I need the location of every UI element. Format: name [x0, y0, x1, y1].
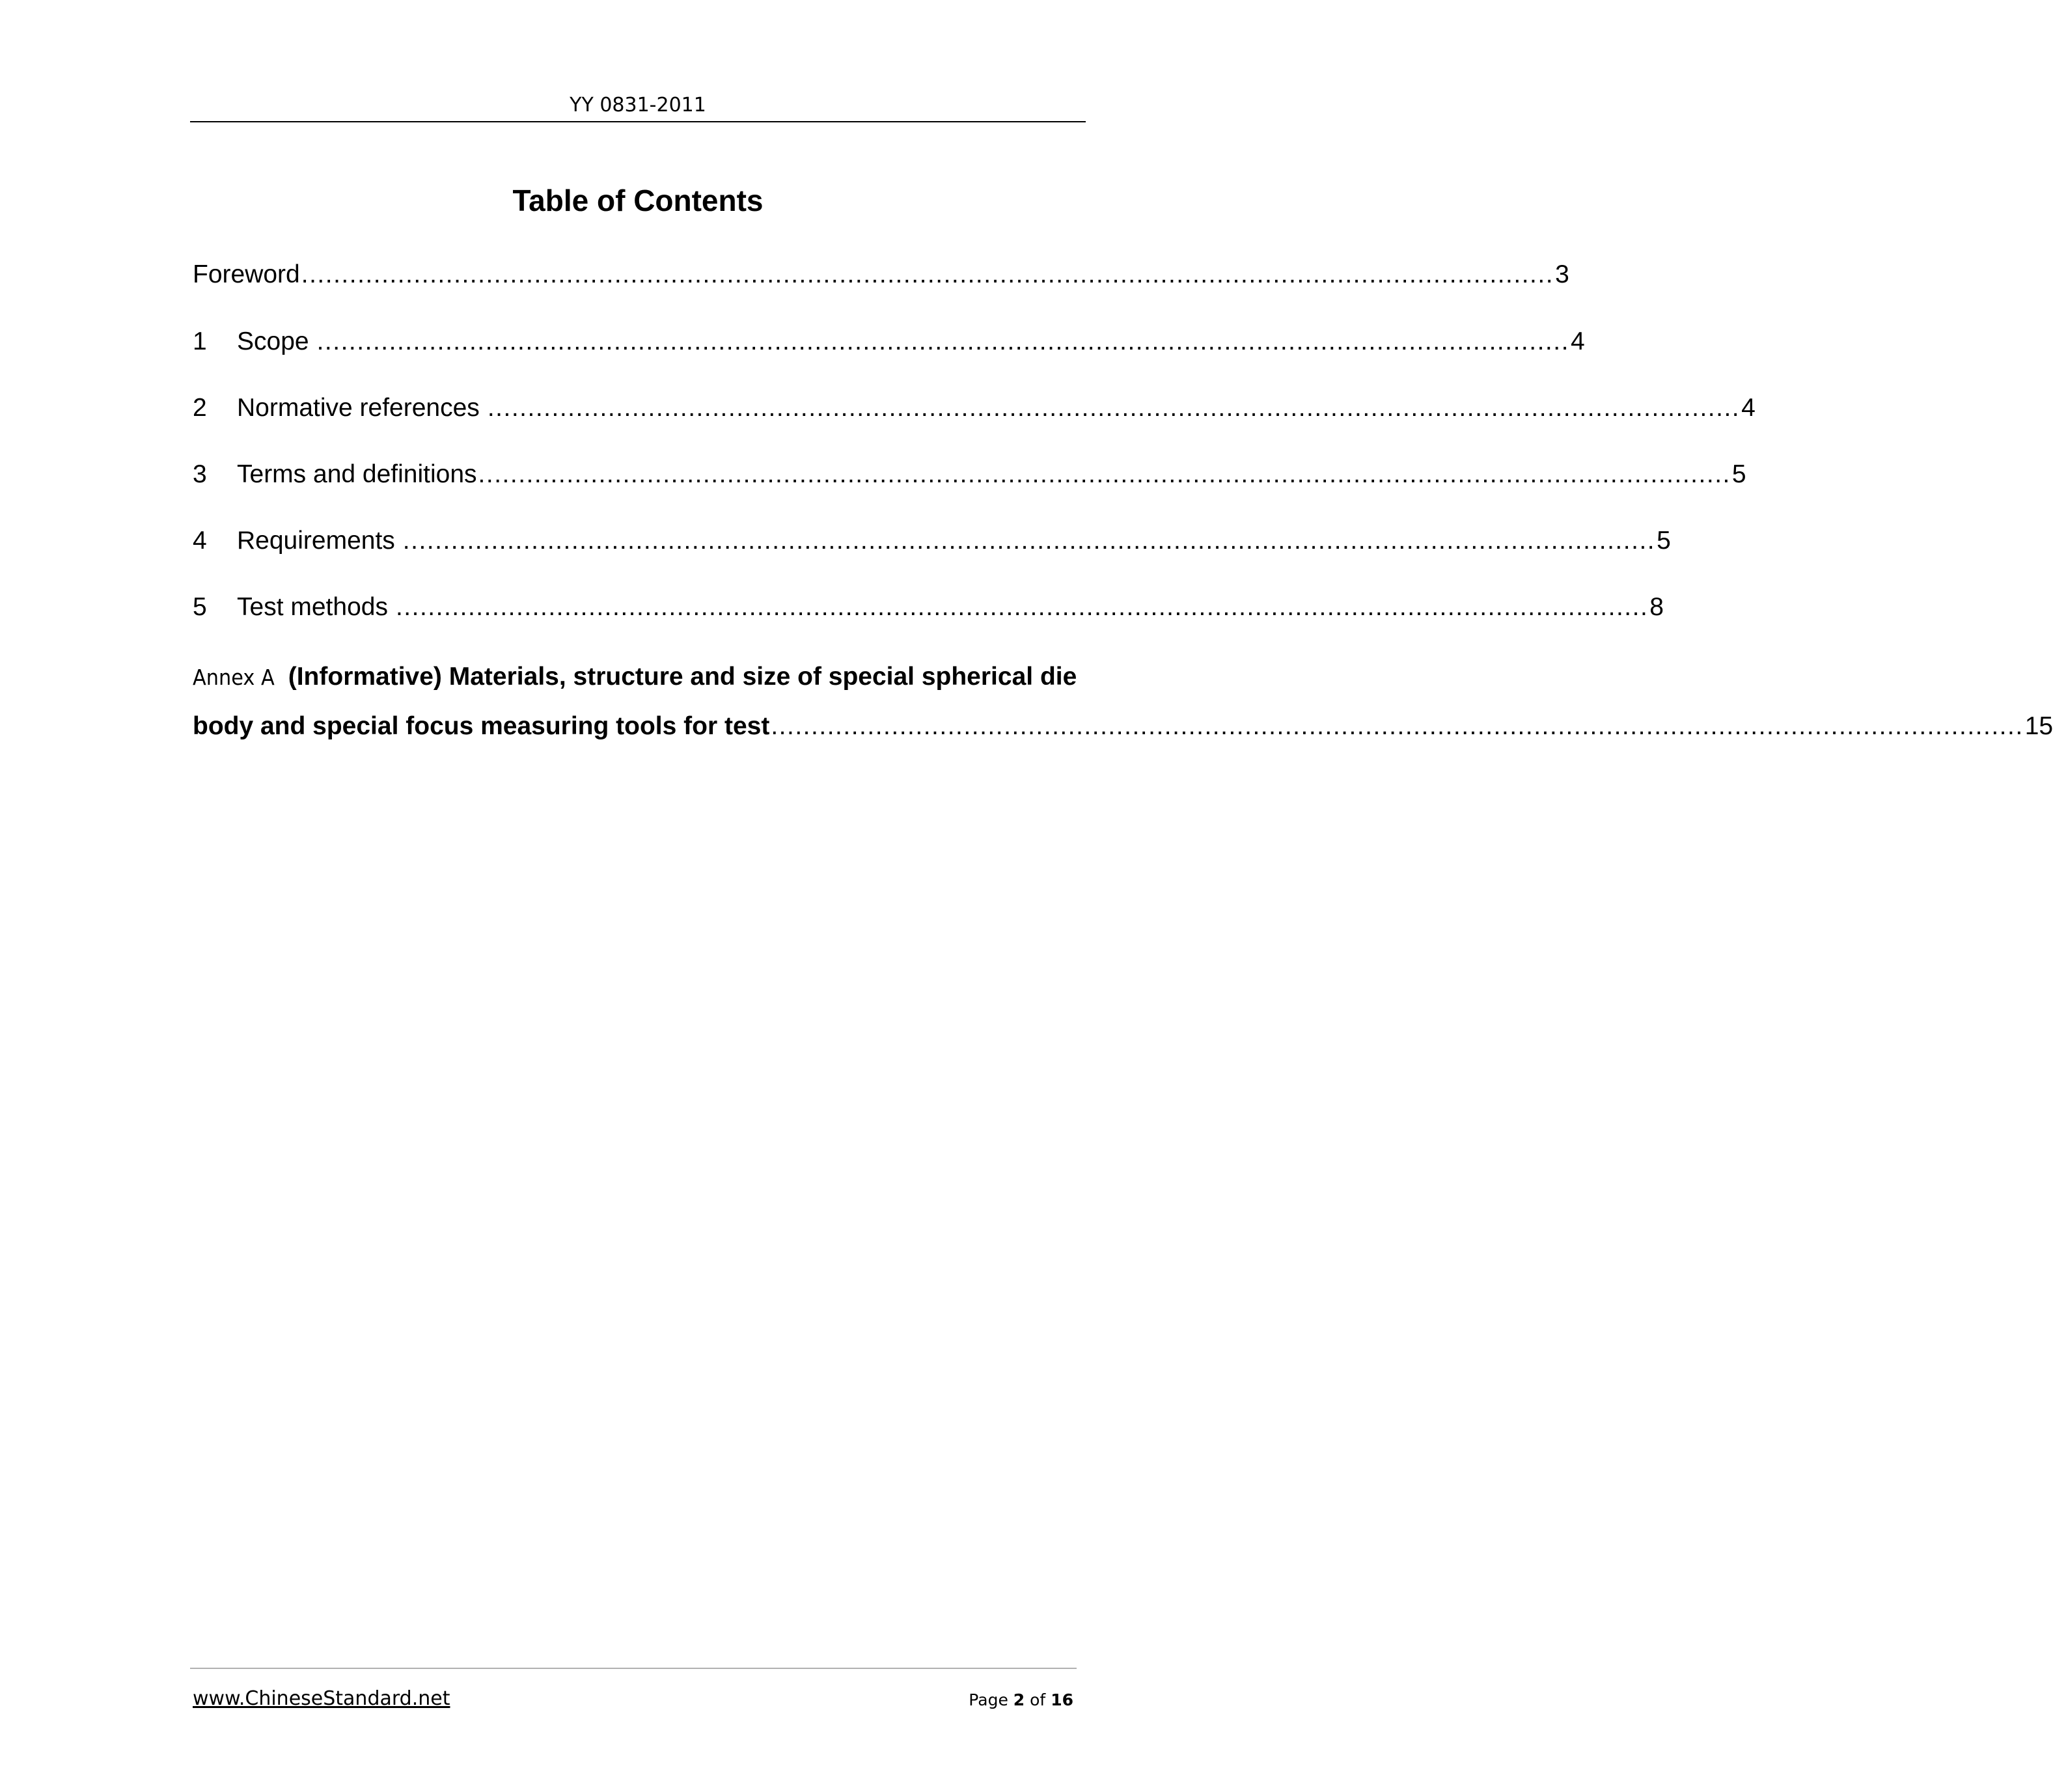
dot-leader: ............................................................................................................................................................ — [402, 527, 1656, 555]
page-word: Page — [969, 1690, 1008, 1709]
toc-title: Table of Contents — [512, 184, 764, 217]
standard-code: YY 0831-2011 — [570, 94, 706, 117]
annex-prefix: Annex A — [193, 665, 275, 690]
toc-entry-label: Test methods — [237, 593, 388, 621]
total-page-count: 16 — [1051, 1690, 1073, 1709]
toc-entry-number: 3 — [193, 460, 207, 488]
toc-entry-page: 3 — [1555, 260, 1569, 288]
toc-entry-number: 2 — [193, 394, 207, 422]
toc-entry-scope[interactable] — [193, 321, 1585, 363]
toc-entry-page: 8 — [1649, 593, 1664, 621]
dot-leader: ............................................................................................................................................................ — [301, 260, 1554, 288]
annex-title-part-1: (Informative) Materials, structure and size of special spherical die — [288, 663, 1077, 691]
annex-title-line-1 — [193, 652, 1081, 702]
toc-entry-test-methods[interactable] — [193, 586, 1664, 628]
toc-entry-label: Terms and definitions — [237, 460, 477, 488]
footer-divider — [190, 1668, 1077, 1669]
annex-title-part-2: body and special focus measuring tools for test — [193, 712, 770, 740]
toc-entry-annex-a[interactable] — [193, 652, 2053, 751]
toc-entry-page: 4 — [1570, 327, 1585, 355]
dot-leader: ............................................................................................................................................................ — [487, 394, 1741, 422]
toc-entry-requirements[interactable] — [193, 520, 1671, 562]
toc-entry-number: 4 — [193, 527, 207, 555]
page-number — [969, 1687, 1073, 1713]
toc-entry-page: 15 — [2024, 712, 2053, 740]
dot-leader: ............................................................................................................................................................ — [478, 460, 1731, 488]
current-page-number: 2 — [1013, 1690, 1025, 1709]
dot-leader: ............................................................................................................................................................ — [395, 593, 1649, 621]
dot-leader: ............................................................................................................................................................ — [771, 712, 2024, 740]
toc-entry-label: Normative references — [237, 394, 480, 422]
toc-entry-normative-references[interactable] — [193, 387, 1756, 429]
toc-entry-label: Foreword — [193, 260, 300, 288]
toc-entry-number: 5 — [193, 593, 207, 621]
toc-entry-label: Scope — [237, 327, 309, 355]
toc-entry-terms-and-definitions[interactable] — [193, 454, 1746, 495]
toc-entry-page: 4 — [1741, 394, 1756, 422]
toc-entry-foreword[interactable] — [193, 254, 1569, 296]
of-word: of — [1030, 1690, 1046, 1709]
toc-entry-label: Requirements — [237, 527, 395, 555]
dot-leader: ............................................................................................................................................................ — [316, 327, 1569, 355]
toc-entry-page: 5 — [1731, 460, 1746, 488]
toc-entry-number: 1 — [193, 327, 207, 355]
website-link[interactable]: www.ChineseStandard.net — [193, 1687, 450, 1710]
toc-entry-page: 5 — [1657, 527, 1671, 555]
page-header — [190, 89, 1086, 122]
annex-title-line-2 — [193, 702, 2053, 751]
